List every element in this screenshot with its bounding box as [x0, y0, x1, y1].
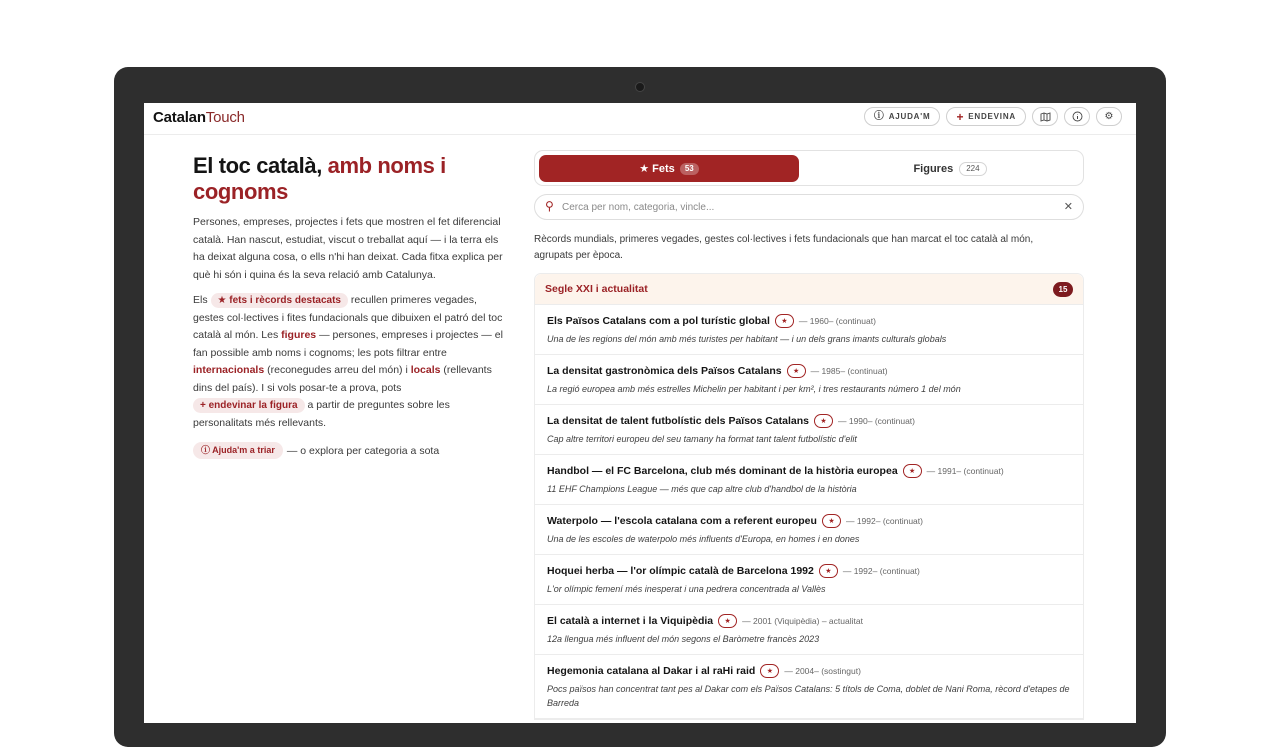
app-screen: [144, 103, 1136, 723]
page-title: El toc català, amb noms i cognoms: [193, 153, 446, 204]
item-title: La densitat gastronòmica dels Països Catalans: [547, 365, 782, 377]
intro-panel: [193, 153, 505, 459]
help-row: [193, 442, 505, 459]
item-date: — 1960– (continuat): [798, 316, 876, 326]
item-subtitle: Cap altre territori europeu del seu tamany ha format tant talent futbolístic d'elit: [547, 434, 857, 444]
tab-switcher: [534, 150, 1084, 186]
item-subtitle: La regió europea amb més estrelles Michelin per habitant i per km², i tres restaurants número 1 del món: [547, 384, 961, 394]
app-logo[interactable]: [153, 109, 245, 126]
page-title-highlight: amb noms i cognoms: [193, 153, 446, 204]
laptop-frame: [114, 67, 1166, 747]
plus-icon: +: [956, 109, 965, 124]
item-title: Waterpolo — l'escola catalana com a referent europeu: [547, 515, 817, 527]
list-item[interactable]: [535, 605, 1083, 655]
item-subtitle: Una de les escoles de waterpolo més influents d'Europa, en homes i en dones: [547, 534, 860, 544]
help-button[interactable]: [864, 107, 941, 126]
item-subtitle: Una de les regions del món amb més turistes per habitant — i un dels grans imants culturals globals: [547, 334, 947, 344]
tab-fets[interactable]: [539, 155, 799, 182]
list-panel: [534, 150, 1084, 720]
international-link[interactable]: internacionals: [193, 364, 265, 376]
star-icon: ★: [822, 514, 841, 528]
item-title: Hegemonia catalana al Dakar i al raHi raid: [547, 665, 756, 677]
top-bar: [144, 103, 1136, 135]
item-title: Handbol — el FC Barcelona, club més dominant de la història europea: [547, 465, 898, 477]
star-icon: ★: [718, 614, 737, 628]
help-choose-button[interactable]: ⓘ Ajuda'm a triar: [193, 442, 283, 459]
tab-figures[interactable]: [820, 155, 1080, 182]
list-item[interactable]: [535, 655, 1083, 719]
item-subtitle: 11 EHF Champions League — més que cap altre club d'handbol de la història: [547, 484, 857, 494]
guess-label: ENDEVINA: [968, 112, 1016, 121]
tab-figures-count: 224: [959, 162, 986, 176]
item-date: — 1985– (continuat): [810, 366, 888, 376]
list-item[interactable]: [535, 555, 1083, 605]
tab-fets-count: 53: [680, 163, 699, 175]
search-input[interactable]: [562, 199, 1042, 215]
star-icon: ★: [787, 364, 806, 378]
item-date: — 1992– (continuat): [845, 516, 923, 526]
info-button[interactable]: [1064, 107, 1090, 126]
settings-icon: ⚙: [1104, 111, 1114, 122]
toolbar-buttons: [864, 107, 1122, 126]
guess-button[interactable]: [946, 107, 1026, 126]
item-title: La densitat de talent futbolístic dels Països Catalans: [547, 415, 809, 427]
list-item[interactable]: [535, 455, 1083, 505]
item-title: Hoquei herba — l'or olímpic català de Barcelona 1992: [547, 565, 814, 577]
map-button[interactable]: [1032, 107, 1058, 126]
featured-facts-link[interactable]: ★ fets i rècords destacats: [211, 293, 348, 308]
tab-figures-label: Figures: [913, 162, 954, 175]
list-item[interactable]: [535, 355, 1083, 405]
item-title: El català a internet i la Viquipèdia: [547, 615, 714, 627]
intro-paragraph: Persones, empreses, projectes i fets que mostren el fet diferencial català. Han nascut, estudiat, viscut o treballat aquí — i la terra els ha deixat alguna cosa, o ells n'hi han deixat. Cada fitxa explica per què hi són i quina és la seva relació amb Catalunya.: [193, 216, 503, 281]
item-date: — 1990– (continuat): [837, 416, 916, 426]
section-description: Rècords mundials, primeres vegades, gestes col·lectives i fets fundacionals que han marcat el toc català al món, agrupats per època.: [534, 234, 1034, 261]
era-section-title: Segle XXI i actualitat: [545, 283, 648, 295]
item-date: — 2004– (sostingut): [784, 666, 861, 676]
star-icon: ★: [819, 564, 838, 578]
info-icon: [1072, 111, 1083, 122]
search-bar: [534, 194, 1084, 220]
clear-icon[interactable]: ✕: [1063, 201, 1073, 213]
help-label: AJUDA'M: [888, 112, 931, 121]
item-date: — 2001 (Viquipèdia) – actualitat: [742, 616, 863, 626]
star-icon: ★: [775, 314, 794, 328]
star-icon: ★: [814, 414, 833, 428]
local-link[interactable]: locals: [410, 364, 441, 376]
item-subtitle: 12a llengua més influent del món segons el Baròmetre francès 2023: [547, 634, 820, 644]
era-section-header[interactable]: [535, 274, 1083, 305]
logo-light: Touch: [205, 109, 245, 126]
item-date: — 1992– (continuat): [842, 566, 920, 576]
camera-dot: [635, 82, 645, 92]
logo-bold: Catalan: [153, 109, 206, 126]
tab-fets-label: ★ Fets: [639, 163, 675, 175]
list-item[interactable]: [535, 505, 1083, 555]
search-icon: ⚲: [545, 199, 554, 213]
intro-paragraph-2: Els ★ fets i rècords destacats recullen primeres vegades, gestes col·lectives i fites fundacionals que dibuixen el patró del toc català al món. Les figures — persones, empreses i projectes — el fan possible amb noms i cognoms; les pots filtrar entre internacionals (reconegudes arreu del món) i locals (rellevants dins del país). I si vols posar-te a prova, pots + endevinar la figura a partir de preguntes sobre les personalitats més rellevants.: [193, 294, 503, 429]
item-title: Els Països Catalans com a pol turístic global: [547, 315, 770, 327]
star-icon: ★: [903, 464, 922, 478]
item-subtitle: L'or olímpic femení més inesperat i una pedrera concentrada al Vallès: [547, 584, 826, 594]
help-circle-icon: ⓘ: [873, 110, 885, 122]
guess-figure-link[interactable]: + endevinar la figura: [193, 398, 305, 413]
help-row-text: — o explora per categoria a sota: [286, 444, 440, 457]
item-subtitle: Pocs països han concentrat tant pes al Dakar com els Països Catalans: 5 títols de Coma, doblet de Nani Roma, rècord d'etapes de Barreda: [547, 684, 1070, 708]
map-icon: [1040, 112, 1051, 122]
era-section-count: 15: [1053, 282, 1073, 297]
settings-button[interactable]: [1096, 107, 1122, 126]
figures-link[interactable]: figures: [281, 329, 317, 341]
list-item[interactable]: [535, 405, 1083, 455]
list-item[interactable]: [535, 305, 1083, 355]
item-date: — 1991– (continuat): [926, 466, 1004, 476]
star-icon: ★: [760, 664, 779, 678]
era-section: [534, 273, 1084, 720]
